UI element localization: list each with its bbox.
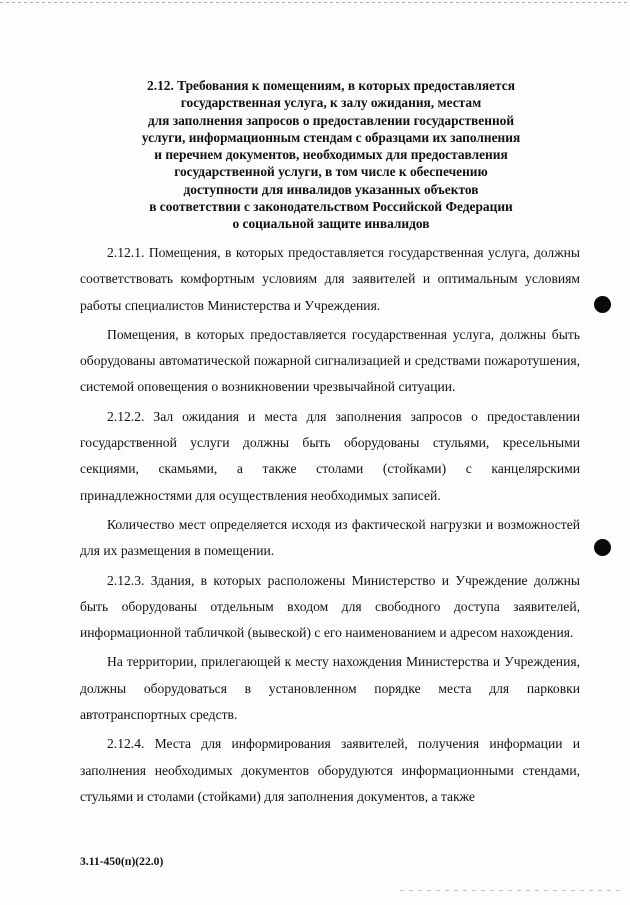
heading-line: в соответствии с законодательством Российской Федерации (149, 199, 513, 215)
scan-edge-top (0, 2, 630, 3)
paragraph-2-12-1: 2.12.1. Помещения, в которых предоставляется государственная услуга, должны соответствовать комфортным условиям для заявителей и оптимальным условиям работы специалистов Министерства и Учреждения. (80, 245, 580, 313)
heading-line: и перечнем документов, необходимых для предоставления (154, 147, 508, 163)
section-heading (80, 77, 582, 233)
paragraph-parking: На территории, прилегающей к месту нахождения Министерства и Учреждения, должны оборудоваться в установленном порядке места для парковки автотранспортных средств. (80, 654, 580, 723)
scan-edge-bottom (400, 890, 620, 891)
heading-line: услуги, информационным стендам с образцами их заполнения (141, 129, 521, 145)
document-code-footer: 3.11-450(п)(22.0) (80, 855, 164, 868)
heading-line: государственной услуги, в том числе к обеспечению (174, 164, 488, 180)
punch-hole-mark (594, 539, 611, 556)
paragraph-2-12-4: 2.12.4. Места для информирования заявителей, получения информации и заполнения необходимых документов оборудуются информационными стендами, стульями и столами (стойками) для заполнения документов, а также (80, 736, 580, 804)
paragraph-seat-count: Количество мест определяется исходя из фактической нагрузки и возможностей для их размещения в помещении. (80, 516, 580, 559)
heading-line: доступности для инвалидов указанных объектов (183, 181, 479, 197)
paragraph-2-12-2: 2.12.2. Зал ожидания и места для заполнения запросов о предоставлении государственной услуги должны быть оборудованы стульями, кресельными секциями, скамьями, а также столами (стойками) с канцелярскими принадлежностями для осуществления необходимых записей. (80, 408, 580, 503)
heading-line: 2.12. Требования к помещениям, в которых предоставляется (147, 78, 515, 93)
heading-line: для заполнения запросов о предоставлении государственной (147, 112, 515, 128)
punch-hole-mark (594, 296, 611, 313)
paragraph-2-12-3: 2.12.3. Здания, в которых расположены Министерство и Учреждение должны быть оборудованы отдельным входом для свободного доступа заявителей, информационной табличкой (вывеской) с его наименованием и адресом нахождения. (80, 572, 580, 641)
paragraph-premises-fire-safety: Помещения, в которых предоставляется государственная услуга, должны быть оборудованы автоматической пожарной сигнализацией и средствами пожаротушения, системой оповещения о возникновении чрезвычайной ситуации. (80, 326, 580, 395)
document-body (80, 240, 580, 810)
heading-line: о социальной защите инвалидов (232, 216, 430, 232)
heading-line: государственная услуга, к залу ожидания, местам (180, 95, 482, 111)
